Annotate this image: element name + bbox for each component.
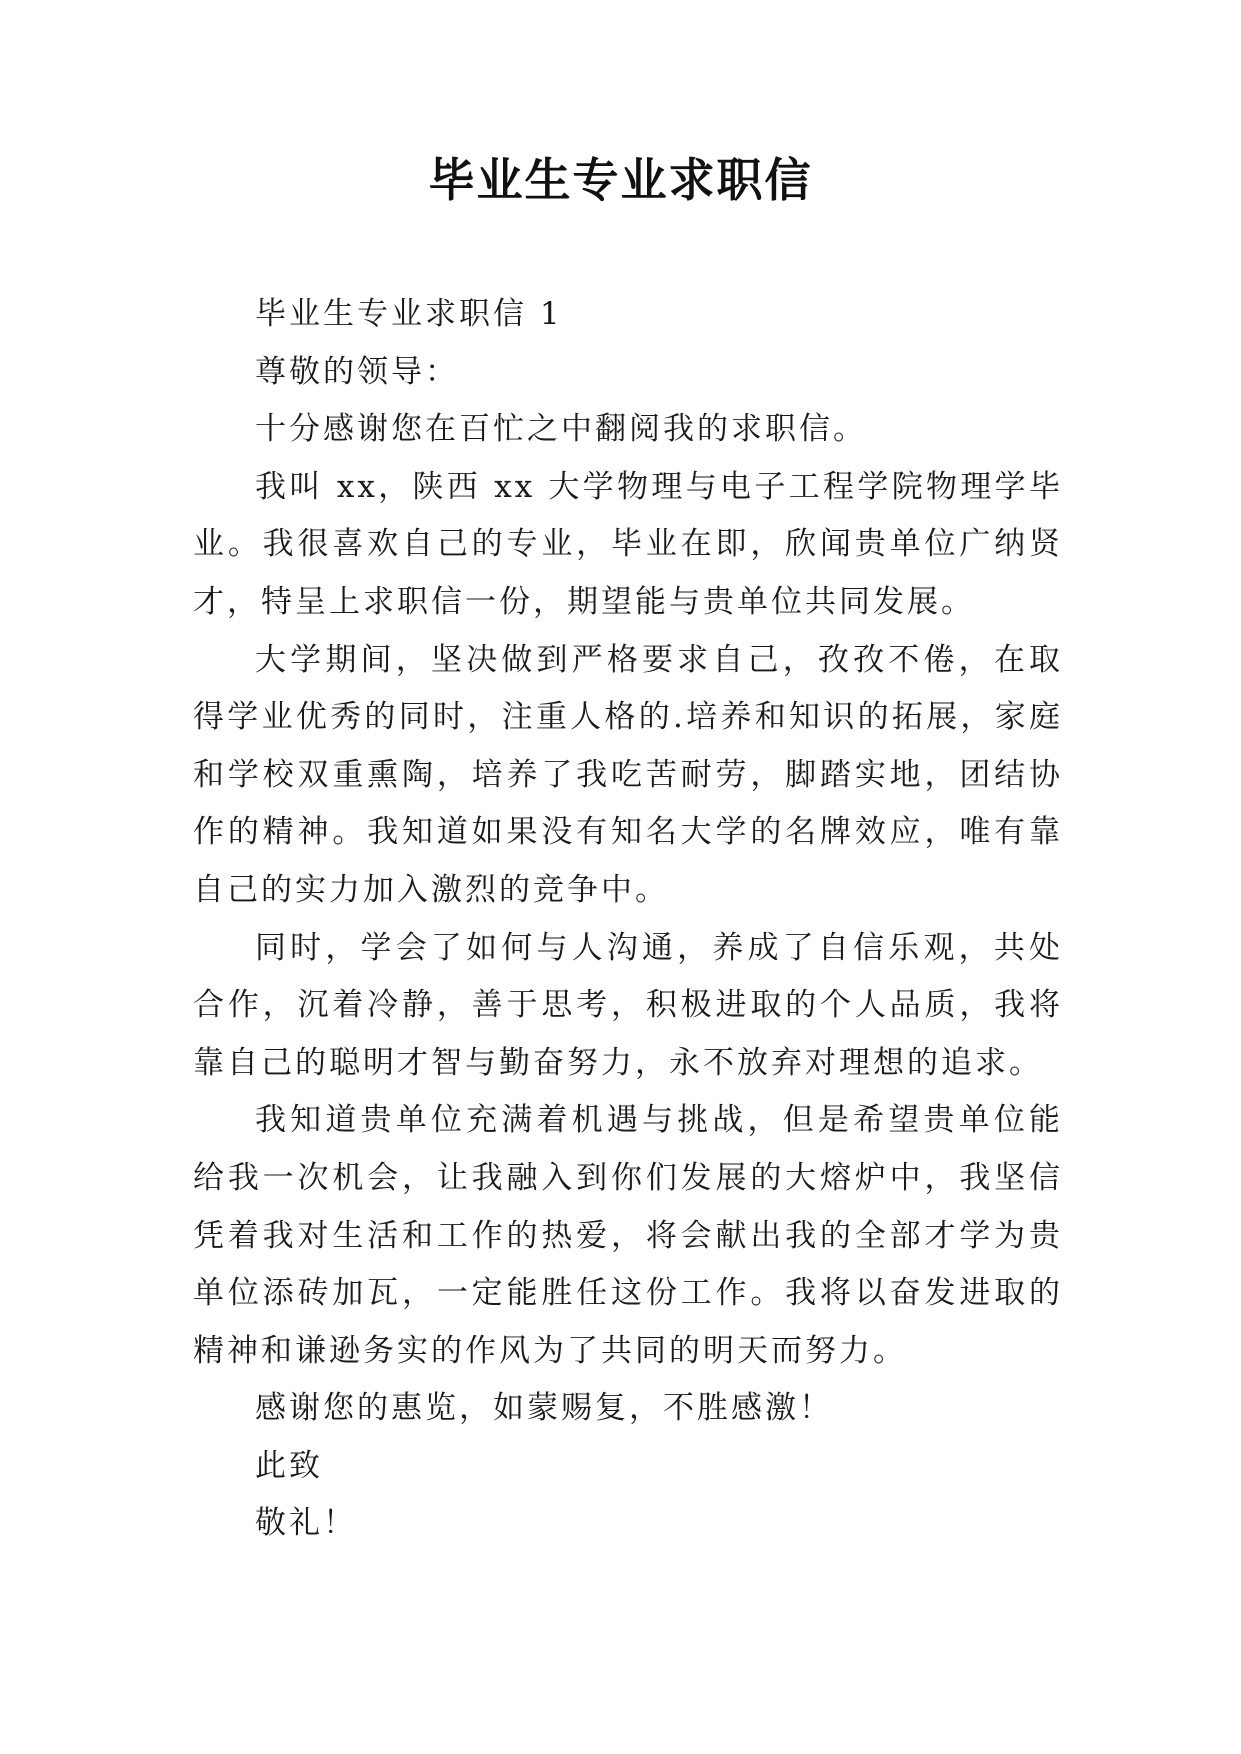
request-paragraph: 我知道贵单位充满着机遇与挑战，但是希望贵单位能给我一次机会，让我融入到你们发展的大熔炉中，我坚信凭着我对生活和工作的热爱，将会献出我的全部才学为贵单位添砖加瓦，一定能胜任这份工作。我将以奋发进取的精神和谦逊务实的作风为了共同的明天而努力。 xyxy=(193,1102,1063,1369)
closing-line: 此致 xyxy=(255,1447,323,1484)
letter-heading: 毕业生专业求职信 1 xyxy=(255,296,563,332)
document-title: 毕业生专业求职信 xyxy=(428,153,813,207)
opening-paragraph: 十分感谢您在百忙之中翻阅我的求职信。 xyxy=(255,411,867,448)
qualities-paragraph: 同时，学会了如何与人沟通，养成了自信乐观，共处合作，沉着冷静，善于思考，积极进取的个人品质，我将靠自己的聪明才智与勤奋努力，永不放弃对理想的追求。 xyxy=(193,929,1063,1081)
document-body xyxy=(193,286,1063,1553)
regards-line: 敬礼！ xyxy=(255,1505,357,1542)
introduction-paragraph: 我叫 xx，陕西 xx 大学物理与电子工程学院物理学毕业。我很喜欢自己的专业，毕业在即，欣闻贵单位广纳贤才，特呈上求职信一份，期望能与贵单位共同发展。 xyxy=(193,468,1063,620)
salutation: 尊敬的领导： xyxy=(255,353,459,390)
university-paragraph: 大学期间，坚决做到严格要求自己，孜孜不倦，在取得学业优秀的同时，注重人格的.培养和知识的拓展，家庭和学校双重熏陶，培养了我吃苦耐劳，脚踏实地，团结协作的精神。我知道如果没有知名大学的名牌效应，唯有靠自己的实力加入激烈的竞争中。 xyxy=(193,641,1063,908)
thanks-paragraph: 感谢您的惠览，如蒙赐复，不胜感激！ xyxy=(255,1390,833,1427)
